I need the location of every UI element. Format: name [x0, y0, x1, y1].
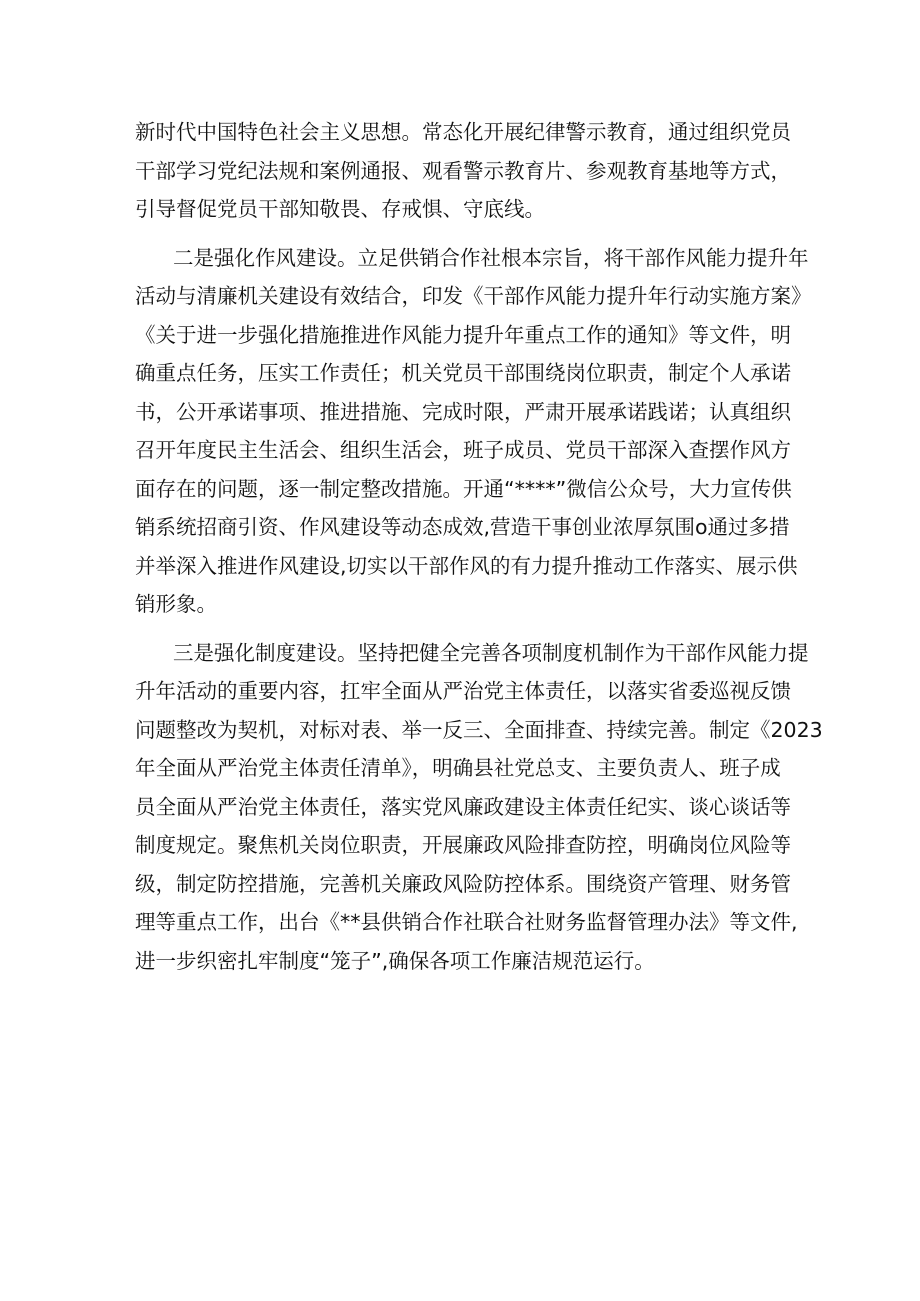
- text-line: 制度规定。聚焦机关岗位职责，开展廉政风险排查防控，明确岗位风险等: [135, 833, 791, 857]
- paragraph-3: [135, 634, 823, 981]
- text-line: 干部学习党纪法规和案例通报、观看警示教育片、参观教育基地等方式，: [135, 158, 791, 183]
- paragraph-spacer: [135, 229, 795, 239]
- text-line: 二是强化作风建设。立足供销合作社根本宗旨，将干部作风能力提升年: [173, 245, 809, 270]
- text-line: 新时代中国特色社会主义思想。常态化开展纪律警示教育，通过组织党员: [135, 120, 791, 144]
- text-line: 活动与清廉机关建设有效结合，印发《干部作风能力提升年行动实施方案》: [135, 284, 812, 308]
- paragraph-2: [135, 239, 812, 624]
- text-line: 销系统招商引资、作风建设等动态成效,营造干事创业浓厚氛围o通过多措: [135, 515, 790, 539]
- text-line: 进一步织密扎牢制度“笼子”,确保各项工作廉洁规范运行。: [135, 948, 655, 973]
- document-body: [135, 113, 823, 980]
- text-line: 引导督促党员干部知敬畏、存戒惧、守底线。: [135, 197, 545, 221]
- text-line: 销形象。: [135, 592, 217, 616]
- text-line: 《关于进一步强化措施推进作风能力提升年重点工作的通知》等文件，明: [135, 322, 791, 347]
- text-line: 书，公开承诺事项、推进措施、完成时限，严肃开展承诺践诺；认真组织: [135, 399, 791, 424]
- text-line: 级，制定防控措施，完善机关廉政风险防控体系。围绕资产管理、财务管: [135, 871, 791, 896]
- text-line: 问题整改为契机，对标对表、举一反三、全面排查、持续完善。制定《2023: [135, 717, 823, 742]
- text-line: 召开年度民主生活会、组织生活会，班子成员、党员干部深入查摆作风方: [135, 438, 791, 462]
- text-line: 三是强化制度建设。坚持把健全完善各项制度机制作为干部作风能力提: [173, 640, 809, 665]
- text-line: 年全面从严治党主体责任清单》，明确县社党总支、主要负责人、班子成: [135, 756, 781, 780]
- paragraph-1: [135, 113, 795, 229]
- text-line: 面存在的问题，逐一制定整改措施。开通“****”微信公众号，大力宣传供: [135, 476, 792, 501]
- text-line: 并举深入推进作风建设,切实以干部作风的有力提升推动工作落实、展示供: [135, 553, 798, 578]
- text-line: 理等重点工作，出台《**县供销合作社联合社财务监督管理办法》等文件,: [135, 910, 798, 934]
- text-line: 确重点任务，压实工作责任；机关党员干部围绕岗位职责，制定个人承诺: [135, 361, 791, 385]
- paragraph-spacer: [135, 624, 795, 634]
- text-line: 员全面从严治党主体责任，落实党风廉政建设主体责任纪实、谈心谈话等: [135, 794, 791, 819]
- text-line: 升年活动的重要内容，扛牢全面从严治党主体责任，以落实省委巡视反馈: [135, 679, 791, 703]
